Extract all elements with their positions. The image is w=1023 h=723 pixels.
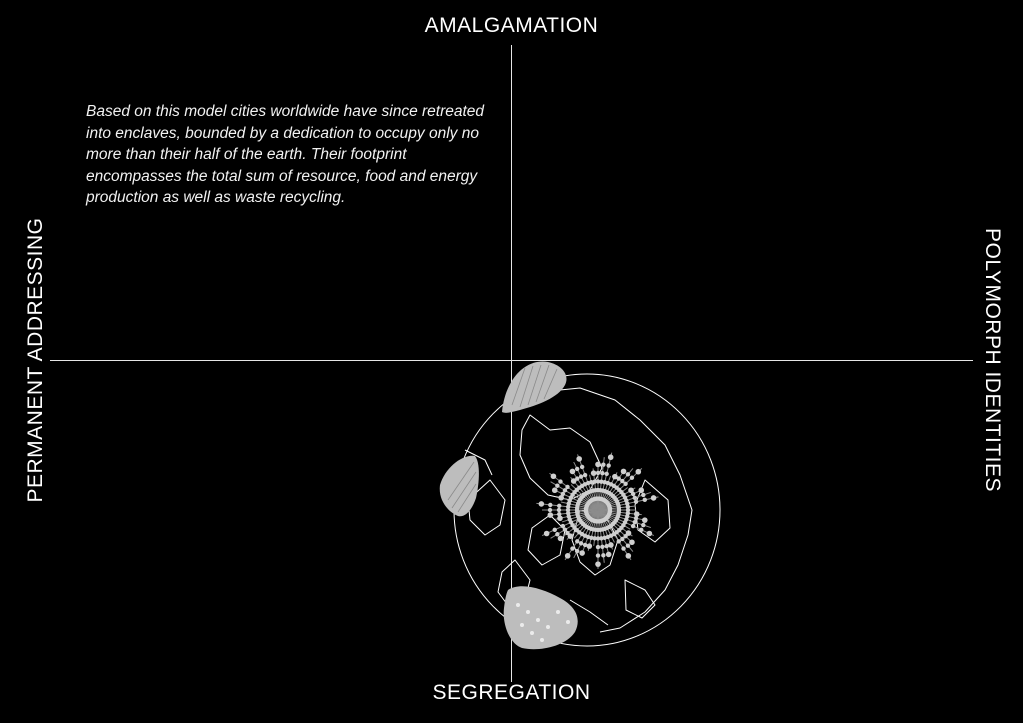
axis-label-bottom: SEGREGATION [432, 681, 591, 704]
description-text: Based on this model cities worldwide have since retreated into enclaves, bounded by a dedication to occupy only no more than their half of the earth. Their footprint encompasses the total sum of resource, food and energy production as well as waste recycling. [86, 103, 485, 206]
axis-label-right: POLYMORPH IDENTITIES [981, 228, 1004, 492]
enclave-east [536, 453, 658, 569]
axis-label-top: AMALGAMATION [424, 14, 599, 37]
globe-icon [430, 350, 730, 660]
enclave-west [440, 456, 479, 516]
axis-label-left: PERMANENT ADDRESSING [24, 217, 47, 503]
